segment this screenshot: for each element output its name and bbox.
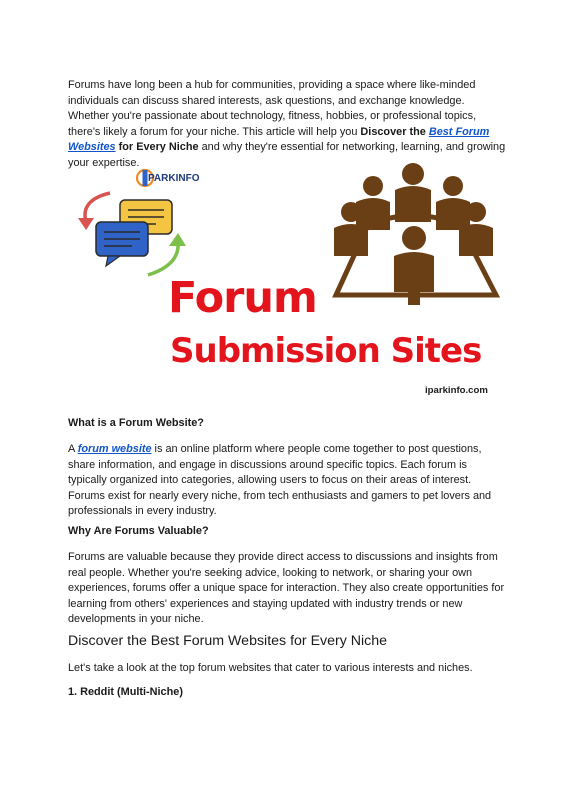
section-heading-discover: Discover the Best Forum Websites for Every Niche: [68, 633, 388, 649]
intro-text-end: and why they're essential for networking, learning, and growing your expertise.: [68, 141, 506, 169]
item-heading-reddit: 1. Reddit (Multi-Niche): [68, 686, 183, 698]
best-forum-websites-link[interactable]: Best Forum Websites: [68, 125, 490, 154]
hero-site-url: iparkinfo.com: [425, 385, 488, 396]
section3-paragraph: Let's take a look at the top forum websites that cater to various interests and niches.: [68, 662, 473, 674]
parkinfo-brand: PARKINFO: [148, 173, 200, 184]
section1-paragraph: [68, 442, 508, 520]
hero-title-forum: Forum: [168, 273, 317, 323]
section2-paragraph: Forums are valuable because they provide direct access to discussions and insights from real people. Whether you're seeking advice, looking to network, or sharing your own experiences, forums offer a unique space for interaction. They also create opportunities for learning from others' experiences and staying updated with industry trends or new developments in your niche.: [68, 551, 505, 626]
section-heading-why-valuable: Why Are Forums Valuable?: [68, 525, 209, 537]
forum-website-link[interactable]: forum website: [77, 443, 152, 455]
intro-paragraph: [68, 78, 508, 172]
chat-bubbles-icon: [96, 200, 172, 266]
section1-text-start: A: [68, 443, 78, 455]
hero-title-submission-sites: Submission Sites: [170, 331, 482, 371]
intro-bold-start: Discover the: [360, 125, 429, 138]
section-heading-what-is: What is a Forum Website?: [68, 417, 204, 429]
intro-text: Forums have long been a hub for communities, providing a space where like-minded individuals can discuss shared interests, ask questions, and exchange knowledge. Whether you're passionate about technology, fitness, hobbies, or professional topics, there's likely a forum for your niche. This article will help you: [68, 79, 477, 138]
intro-bold-end: for Every Niche: [115, 141, 199, 154]
hero-image: [68, 160, 508, 395]
section1-text-end: is an online platform where people come together to post questions, share information, and engage in discussions around specific topics. Each forum is typically organized into categories, allowing users to focus on their areas of interest. Forums exist for nearly every niche, from tech enthusiasts and gamers to pet lovers and professionals in every industry.: [68, 443, 492, 518]
meeting-table-people-icon: [334, 163, 496, 305]
